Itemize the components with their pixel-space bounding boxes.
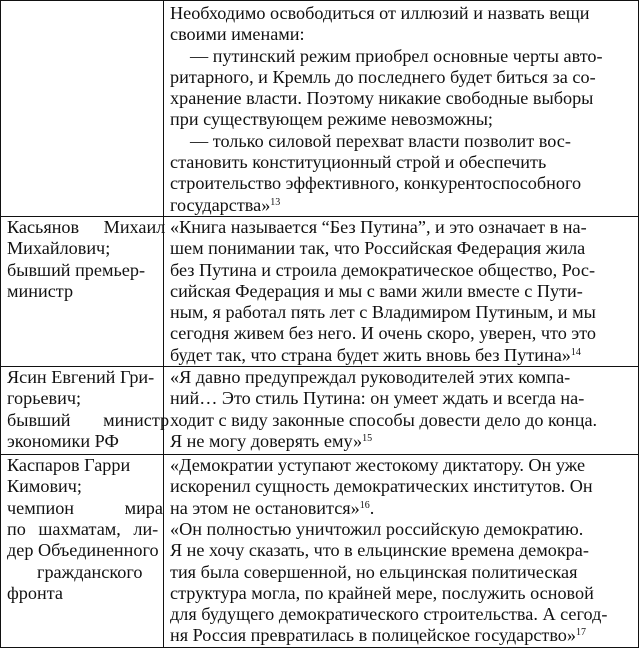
person-line: фронта <box>7 582 63 603</box>
table-row <box>1 455 639 648</box>
quote-line: ным, я работал пять лет с Владимиром Путиным, и мы <box>170 302 596 323</box>
quote-line: «Книга называется “Без Путина”, и это означает в на- <box>170 216 587 237</box>
quote-cell <box>164 455 639 648</box>
quote-line-text: ня Россия превратилась в полицейское государство» <box>170 625 576 646</box>
quote-line: при существующем режиме невозможны; <box>170 109 493 130</box>
person-line: Каспаров Гарри <box>7 455 131 476</box>
quote-line: «Я давно предупреждал руководителей этих компа- <box>170 367 571 388</box>
quote-line-text: Я не могу доверять ему» <box>170 430 363 451</box>
person-line: Михайлович; <box>7 238 111 259</box>
person-cell <box>1 367 170 455</box>
person-line: гражданского <box>37 561 143 582</box>
quote-line: сегодня живем без него. И очень скоро, уверен, что это <box>170 323 596 344</box>
person-line: по шахматам, ли- <box>7 518 159 539</box>
footnote-ref: 15 <box>362 432 373 444</box>
footnote-ref: 16 <box>359 499 370 511</box>
footnote-suffix: . <box>369 497 375 518</box>
person-line: Касьянов Михаил <box>7 216 166 237</box>
person-line: Ясин Евгений Гри- <box>7 367 155 388</box>
quote-line: — только силовой перехват власти позволит вос- <box>190 130 571 151</box>
footnote-ref: 13 <box>270 196 281 208</box>
quote-line: «Демократии уступают жестокому диктатору. Он уже <box>170 455 586 476</box>
quote-line-last <box>170 345 632 366</box>
quote-cell <box>164 367 639 455</box>
quote-line-last <box>170 431 632 452</box>
person-line: чемпион мира <box>7 497 163 518</box>
table-row <box>1 216 639 366</box>
quote-line: без Путина и строила демократическое общество, Рос- <box>170 259 596 280</box>
quote-line: Я не хочу сказать, что в ельцинские времена демокра- <box>170 540 589 561</box>
quote-line: — путинский режим приобрел основные черты авто- <box>190 45 603 66</box>
quote-cell <box>164 1 639 217</box>
quote-line: ритарного, и Кремль до последнего будет биться за со- <box>170 66 596 87</box>
person-cell <box>1 216 164 366</box>
person-line: Кимович; <box>7 476 82 497</box>
person-cell <box>1 455 164 648</box>
quote-line: искоренил сущность демократических институтов. Он <box>170 476 593 497</box>
footnote-ref: 17 <box>575 627 586 639</box>
quote-line: структура могла, по крайней мере, послужить основой <box>170 582 594 603</box>
quote-line: Необходимо освободиться от иллюзий и назвать вещи <box>170 3 590 23</box>
quote-line: своими именами: <box>170 24 305 45</box>
footnote-ref: 14 <box>570 346 581 358</box>
quote-line: тия была совершенной, но ельцинская политическая <box>170 561 578 582</box>
quote-line: строительство эффективного, конкурентоспособного <box>170 173 582 194</box>
person-line: бывший министр <box>7 409 170 430</box>
quote-line-text: на этом не остановится» <box>170 497 360 518</box>
person-line: горьевич; <box>7 388 82 409</box>
table-row <box>1 367 639 455</box>
quote-line: хранение власти. Поэтому никакие свободные выборы <box>170 88 594 109</box>
person-line: экономики РФ <box>7 430 119 451</box>
quote-line-text: государства» <box>170 194 271 215</box>
quote-line-last <box>170 498 632 519</box>
quote-line: «Он полностью уничтожил российскую демократию. <box>170 518 584 539</box>
person-line: министр <box>7 280 74 301</box>
quote-line: сийская Федерация и мы с вами жили вместе с Пути- <box>170 280 583 301</box>
person-cell-empty <box>1 1 164 217</box>
quote-line: ний… Это стиль Путина: он умеет ждать и всегда на- <box>170 388 585 409</box>
quote-line: ходит с виду законные способы довести дело до конца. <box>170 409 598 430</box>
quote-line-text: будет так, что страна будет жить вновь без Путина» <box>170 344 571 365</box>
quote-line-last <box>170 195 632 216</box>
quote-cell <box>164 216 639 366</box>
quote-line: для будущего демократического строительства. А сегод- <box>170 604 608 625</box>
person-line: дер Объединенного <box>7 540 159 561</box>
quote-line-last <box>170 625 632 646</box>
table-row <box>1 1 639 217</box>
person-line: бывший премьер- <box>7 259 146 280</box>
quote-line: шем понимании так, что Российская Федерация жила <box>170 238 586 259</box>
quote-line: становить конституционный строй и обеспечить <box>170 152 547 173</box>
